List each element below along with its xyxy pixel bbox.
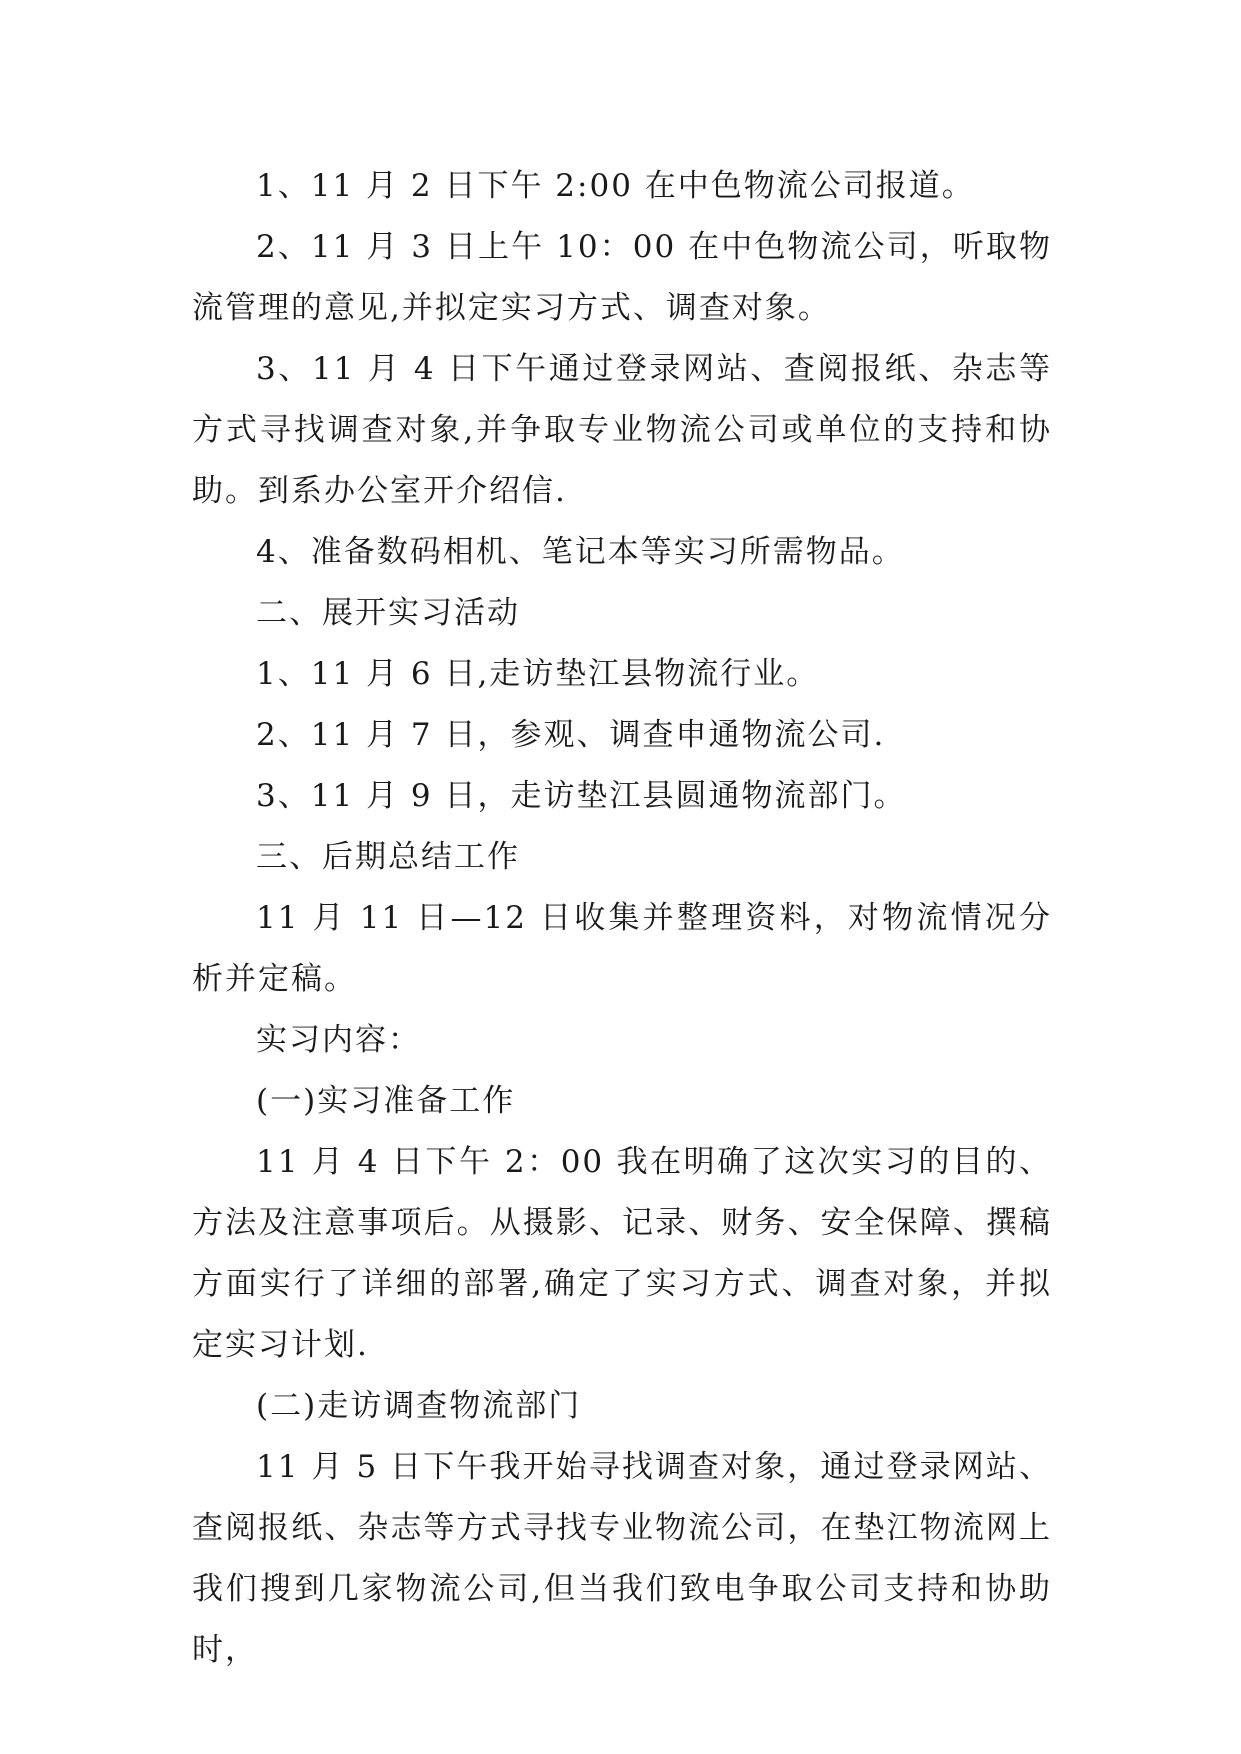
- paragraph-5: 1、11 月 6 日,走访垫江县物流行业。: [256, 656, 820, 692]
- document-body: [192, 156, 1052, 1681]
- paragraph-3: 3、11 月 4 日下午通过登录网站、查阅报纸、杂志等方式寻找调查对象,并争取专业物流公司或单位的支持和协助。到系办公室开介绍信.: [192, 351, 1052, 509]
- paragraph-10: 11 月 5 日下午我开始寻找调查对象，通过登录网站、查阅报纸、杂志等方式寻找专业物流公司，在垫江物流网上我们搜到几家物流公司,但当我们致电争取公司支持和协助时，: [192, 1449, 1052, 1668]
- paragraph-4: 4、准备数码相机、笔记本等实习所需物品。: [256, 534, 905, 570]
- paragraph-6: 2、11 月 7 日，参观、调查申通物流公司.: [256, 717, 886, 753]
- subheading-2: (二)走访调查物流部门: [256, 1388, 582, 1424]
- section-heading-2: 二、展开实习活动: [256, 595, 520, 631]
- paragraph-2: 2、11 月 3 日上午 10：00 在中色物流公司，听取物流管理的意见,并拟定实习方式、调查对象。: [192, 229, 1052, 326]
- content-heading: 实习内容：: [256, 1022, 421, 1058]
- paragraph-9: 11 月 4 日下午 2：00 我在明确了这次实习的目的、方法及注意事项后。从摄影、记录、财务、安全保障、撰稿方面实行了详细的部署,确定了实习方式、调查对象，并拟定实习计划.: [192, 1144, 1052, 1363]
- subheading-1: (一)实习准备工作: [256, 1083, 516, 1119]
- paragraph-7: 3、11 月 9 日，走访垫江县圆通物流部门。: [256, 778, 907, 814]
- paragraph-1: 1、11 月 2 日下午 2:00 在中色物流公司报道。: [256, 168, 975, 204]
- paragraph-8: 11 月 11 日—12 日收集并整理资料，对物流情况分析并定稿。: [192, 900, 1052, 997]
- section-heading-3: 三、后期总结工作: [256, 839, 520, 875]
